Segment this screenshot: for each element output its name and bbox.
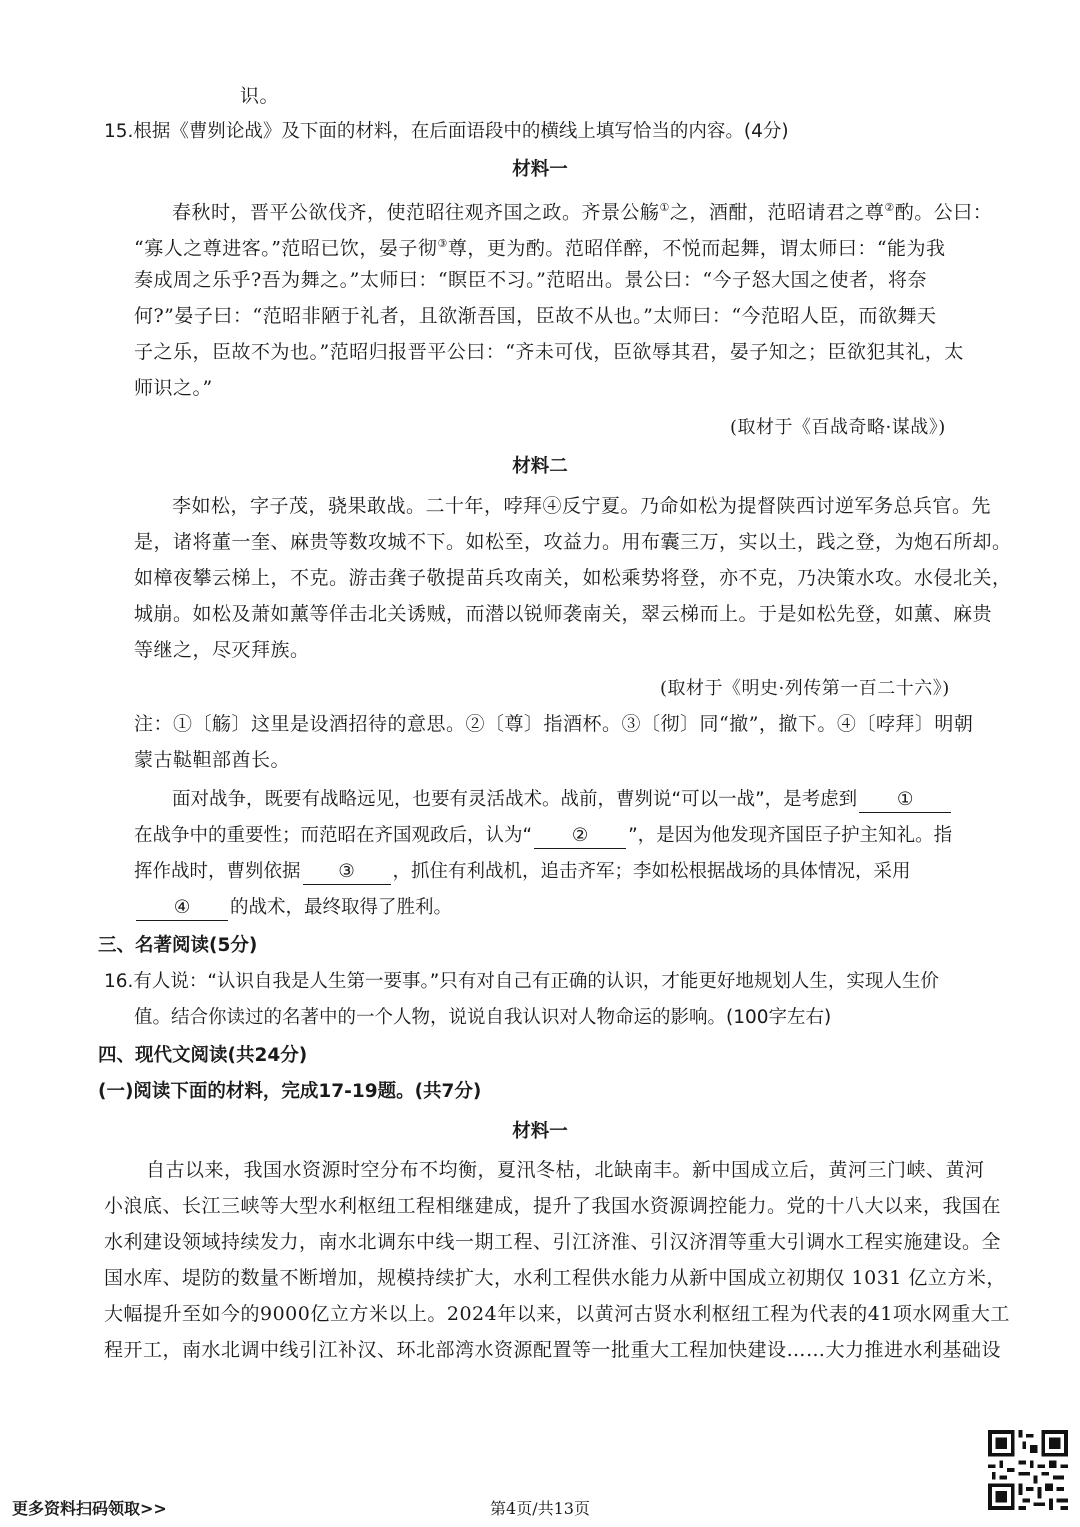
section-4-subsection-1: (一)阅读下面的材料，完成17-19题。(共7分) <box>98 1081 482 1102</box>
more-materials-link[interactable]: 更多资料扫码领取>> <box>12 1499 167 1518</box>
q15-note-line-1: 注：①〔觞〕这里是设酒招待的意思。②〔尊〕指酒杯。③〔彻〕同“撤”，撤下。④〔哱拜〕明朝 <box>134 713 974 735</box>
footnote-marker-3: ③ <box>437 237 448 250</box>
answer-blank-4[interactable]: ④ <box>136 896 228 921</box>
q15-m2-source: (取材于《明史·列传第一百二十六》) <box>660 678 950 699</box>
sec4-m1-line-5: 大幅提升至如今的9000亿立方米以上。2024年以来，以黄河古贤水利枢纽工程为代表的41项水网重大工 <box>104 1303 1010 1325</box>
q15-m2-line-1: 李如松，字子茂，骁果敢战。二十年，哱拜④反宁夏。乃命如松为提督陕西讨逆军务总兵官。先 <box>172 495 992 517</box>
sec4-m1-line-6: 程开工，南水北调中线引江补汉、环北部湾水资源配置等一批重大工程加快建设……大力推进水利基础设 <box>104 1339 1002 1361</box>
q15-m2-line-2: 是，诸将董一奎、麻贵等数攻城不下。如松至，攻益力。用布囊三万，实以土，践之登，为炮石所却。 <box>134 531 1012 553</box>
q15-para-line-4: ④ 的战术，最终取得了胜利。 <box>134 893 452 923</box>
sec4-m1-line-4: 国水库、堤防的数量不断增加，规模持续扩大，水利工程供水能力从新中国成立初期仅 1031 亿立方米， <box>104 1267 1006 1289</box>
q15-material1-title: 材料一 <box>512 159 568 180</box>
q15-para-line-3: 挥作战时，曹刿依据 ③ ，抓住有利战机，追击齐军；李如松根据战场的具体情况，采用 <box>134 857 911 887</box>
sec4-m1-line-1: 自古以来，我国水资源时空分布不均衡，夏汛冬枯，北缺南丰。新中国成立后，黄河三门峡、黄河 <box>146 1159 985 1181</box>
sec4-m1-line-2: 小浪底、长江三峡等大型水利枢纽工程相继建成，提升了我国水资源调控能力。党的十八大以来，我国在 <box>104 1195 1002 1217</box>
section-3-title: 三、名著阅读(5分) <box>98 935 258 956</box>
q15-m1-line-3: 奏成周之乐乎?吾为舞之。”太师曰：“瞑臣不习。”范昭出。景公曰：“今子怒大国之使者，将奈 <box>134 269 928 291</box>
footnote-marker-2: ② <box>884 201 895 214</box>
q15-m1-line-5: 子之乐，臣故不为也。”范昭归报晋平公曰：“齐未可伐，臣欲辱其君，晏子知之；臣欲犯其礼，太 <box>134 341 964 363</box>
q15-note-line-2: 蒙古鞑靼部酋长。 <box>134 749 291 771</box>
q15-m1-line-2: “寡人之尊进客。”范昭已饮，晏子彻③尊，更为酌。范昭佯醉，不悦而起舞，谓太师曰：“能为我 <box>134 237 946 260</box>
q15-m2-line-4: 城崩。如松及萧如薰等佯击北关诱贼，而潜以锐师袭南关，翠云梯而上。于是如松先登，如薰、麻贵 <box>134 603 993 625</box>
q15-m2-line-3: 如樟夜攀云梯上，不克。游击龚子敬提苗兵攻南关，如松乘势将登，亦不克，乃决策水攻。水侵北关， <box>134 567 1012 589</box>
qr-code-icon[interactable] <box>988 1430 1068 1510</box>
q15-material2-title: 材料二 <box>512 456 568 477</box>
q15-para-line-2: 在战争中的重要性；而范昭在齐国观政后，认为“ ② ”，是因为他发现齐国臣子护主知礼。指 <box>134 821 952 851</box>
q15-stem: 15.根据《曹刿论战》及下面的材料，在后面语段中的横线上填写恰当的内容。(4分) <box>104 121 789 142</box>
q15-m1-source: (取材于《百战奇略·谋战》) <box>730 417 946 438</box>
page-number: 第4页/共13页 <box>490 1499 590 1518</box>
top-fragment: 识。 <box>240 85 280 107</box>
q16-line-1: 16.有人说：“认识自我是人生第一要事。”只有对自己有正确的认识，才能更好地规划人生，实现人生价 <box>104 971 939 992</box>
q15-m2-line-5: 等继之，尽灭拜族。 <box>134 639 310 661</box>
answer-blank-1[interactable]: ① <box>859 788 951 813</box>
q15-para-line-1: 面对战争，既要有战略远见，也要有灵活战术。战前，曹刿说“可以一战”，是考虑到 ① <box>172 785 953 815</box>
section-4-title: 四、现代文阅读(共24分) <box>98 1045 308 1066</box>
q16-line-2: 值。结合你读过的名著中的一个人物，说说自我认识对人物命运的影响。(100字左右) <box>134 1007 832 1028</box>
q15-m1-line-1: 春秋时，晋平公欲伐齐，使范昭往观齐国之政。齐景公觞①之，酒酣，范昭请君之尊②酌。公曰： <box>172 201 993 224</box>
q15-m1-line-4: 何?”晏子曰：“范昭非陋于礼者，且欲渐吾国，臣故不从也。”太师曰：“今范昭人臣，而欲舞天 <box>134 305 937 327</box>
sec4-m1-line-3: 水利建设领域持续发力，南水北调东中线一期工程、引江济淮、引汉济渭等重大引调水工程实施建设。全 <box>104 1231 1002 1253</box>
footnote-marker-1: ① <box>659 201 670 214</box>
answer-blank-2[interactable]: ② <box>534 824 626 849</box>
sec4-material1-title: 材料一 <box>512 1121 568 1142</box>
answer-blank-3[interactable]: ③ <box>303 860 391 885</box>
q15-m1-line-6: 师识之。” <box>134 377 213 399</box>
